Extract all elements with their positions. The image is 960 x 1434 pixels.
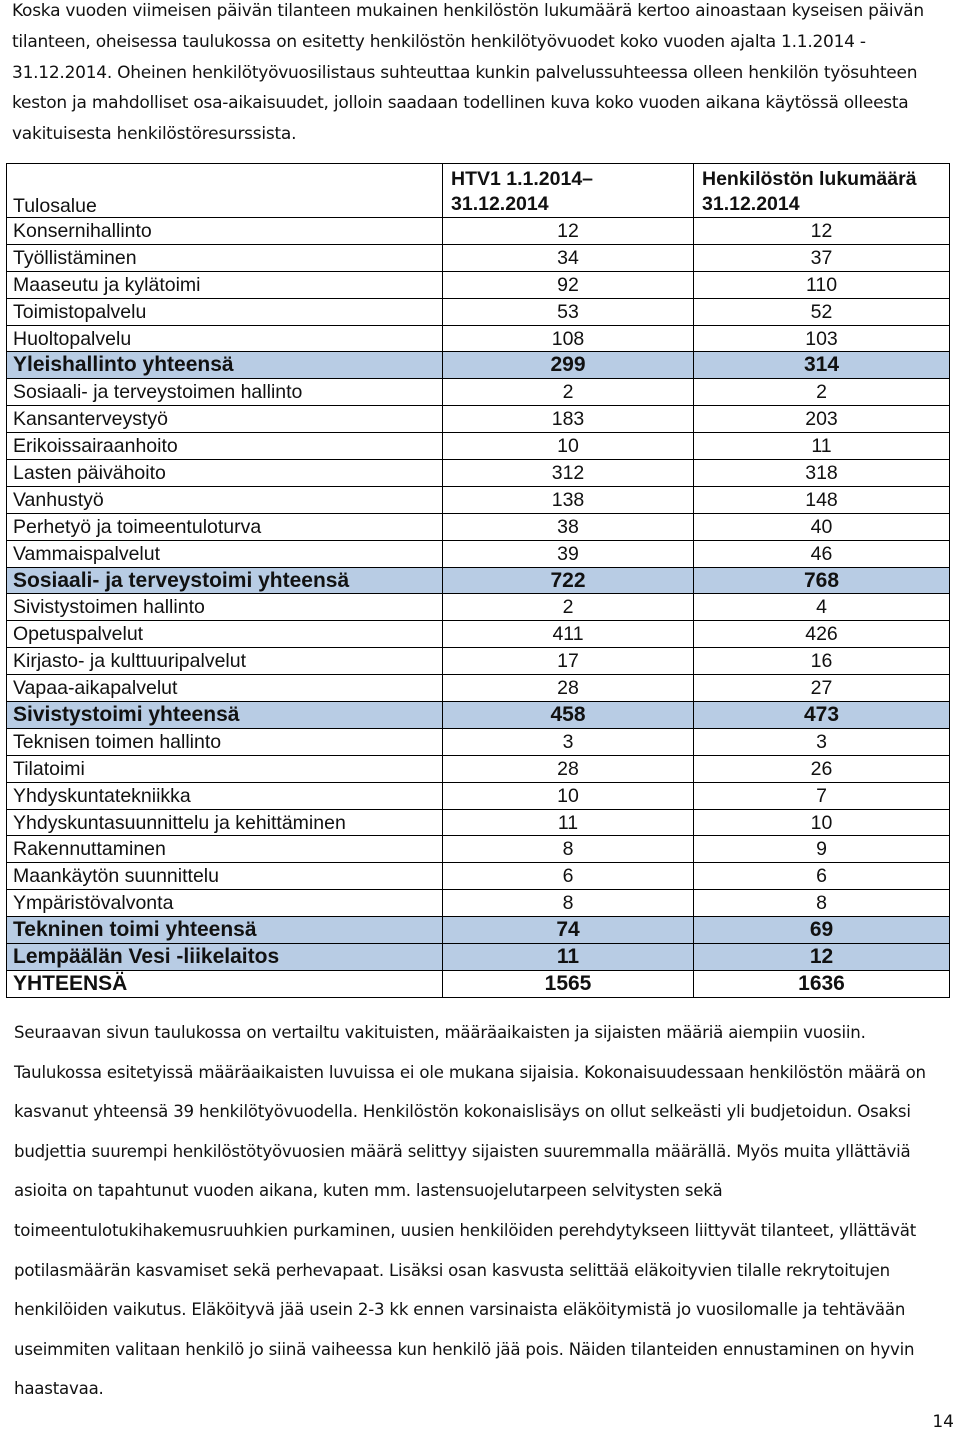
- subtotal-row: [7, 917, 950, 944]
- row-htv-value: 17: [443, 648, 694, 675]
- row-htv-value: 11: [443, 944, 694, 971]
- row-htv-value: 11: [443, 809, 694, 836]
- row-htv-value: 108: [443, 325, 694, 352]
- row-label: Vammaispalvelut: [7, 540, 443, 567]
- row-label: Lasten päivähoito: [7, 460, 443, 487]
- row-htv-value: 28: [443, 675, 694, 702]
- table-row: [7, 244, 950, 271]
- row-count-value: 69: [694, 917, 950, 944]
- row-count-value: 12: [694, 218, 950, 245]
- table-row: [7, 755, 950, 782]
- table-row: [7, 460, 950, 487]
- row-htv-value: 3: [443, 728, 694, 755]
- row-count-value: 3: [694, 728, 950, 755]
- row-htv-value: 28: [443, 755, 694, 782]
- row-label: Kansanterveystyö: [7, 406, 443, 433]
- table-header-row: [7, 164, 950, 218]
- row-count-value: 7: [694, 782, 950, 809]
- row-label: Yhdyskuntatekniikka: [7, 782, 443, 809]
- row-count-value: 46: [694, 540, 950, 567]
- row-count-value: 2: [694, 379, 950, 406]
- row-htv-value: 74: [443, 917, 694, 944]
- row-label: Toimistopalvelu: [7, 298, 443, 325]
- row-count-value: 26: [694, 755, 950, 782]
- table-row: [7, 406, 950, 433]
- row-htv-value: 38: [443, 513, 694, 540]
- header-htv: [443, 164, 694, 218]
- table-row: [7, 594, 950, 621]
- table-row: [7, 298, 950, 325]
- row-count-value: 12: [694, 944, 950, 971]
- row-htv-value: 183: [443, 406, 694, 433]
- row-htv-value: 722: [443, 567, 694, 594]
- table-row: [7, 836, 950, 863]
- personnel-table: [6, 163, 950, 998]
- row-label: Konsernihallinto: [7, 218, 443, 245]
- table-row: [7, 728, 950, 755]
- header-area: Tulosalue: [7, 164, 443, 218]
- row-htv-value: 8: [443, 836, 694, 863]
- row-label: Rakennuttaminen: [7, 836, 443, 863]
- header-htv-line2: 31.12.2014: [451, 193, 549, 215]
- row-count-value: 314: [694, 352, 950, 379]
- row-count-value: 16: [694, 648, 950, 675]
- row-htv-value: 8: [443, 890, 694, 917]
- row-count-value: 8: [694, 890, 950, 917]
- row-label: Teknisen toimen hallinto: [7, 728, 443, 755]
- row-htv-value: 2: [443, 594, 694, 621]
- page-number: 14: [932, 1412, 954, 1432]
- subtotal-row: [7, 944, 950, 971]
- row-count-value: 426: [694, 621, 950, 648]
- header-htv-line1: HTV1 1.1.2014–: [451, 168, 594, 190]
- row-label: Lempäälän Vesi -liikelaitos: [7, 944, 443, 971]
- table-row: [7, 540, 950, 567]
- table-row: [7, 325, 950, 352]
- row-htv-value: 6: [443, 863, 694, 890]
- row-count-value: 37: [694, 244, 950, 271]
- row-count-value: 318: [694, 460, 950, 487]
- table-row: [7, 379, 950, 406]
- subtotal-row: [7, 567, 950, 594]
- row-label: Sivistystoimi yhteensä: [7, 702, 443, 729]
- row-htv-value: 34: [443, 244, 694, 271]
- row-label: Maankäytön suunnittelu: [7, 863, 443, 890]
- row-htv-value: 299: [443, 352, 694, 379]
- row-htv-value: 53: [443, 298, 694, 325]
- row-label: Maaseutu ja kylätoimi: [7, 271, 443, 298]
- row-count-value: 1636: [694, 970, 950, 997]
- row-label: Tekninen toimi yhteensä: [7, 917, 443, 944]
- table-row: [7, 433, 950, 460]
- table-row: [7, 271, 950, 298]
- grand-total-row: [7, 970, 950, 997]
- subtotal-row: [7, 702, 950, 729]
- table-row: [7, 486, 950, 513]
- row-count-value: 10: [694, 809, 950, 836]
- row-label: Sosiaali- ja terveystoimi yhteensä: [7, 567, 443, 594]
- header-count-line2: 31.12.2014: [702, 193, 800, 215]
- header-count-line1: Henkilöstön lukumäärä: [702, 168, 917, 190]
- row-label: Sivistystoimen hallinto: [7, 594, 443, 621]
- row-count-value: 4: [694, 594, 950, 621]
- row-label: Työllistäminen: [7, 244, 443, 271]
- row-count-value: 473: [694, 702, 950, 729]
- row-label: Erikoissairaanhoito: [7, 433, 443, 460]
- table-row: [7, 890, 950, 917]
- row-label: Sosiaali- ja terveystoimen hallinto: [7, 379, 443, 406]
- row-htv-value: 10: [443, 433, 694, 460]
- row-count-value: 52: [694, 298, 950, 325]
- row-htv-value: 39: [443, 540, 694, 567]
- table-row: [7, 863, 950, 890]
- row-label: Opetuspalvelut: [7, 621, 443, 648]
- row-count-value: 203: [694, 406, 950, 433]
- row-count-value: 40: [694, 513, 950, 540]
- row-count-value: 6: [694, 863, 950, 890]
- row-count-value: 9: [694, 836, 950, 863]
- row-count-value: 103: [694, 325, 950, 352]
- row-count-value: 768: [694, 567, 950, 594]
- row-count-value: 148: [694, 486, 950, 513]
- row-htv-value: 138: [443, 486, 694, 513]
- subtotal-row: [7, 352, 950, 379]
- row-label: Vapaa-aikapalvelut: [7, 675, 443, 702]
- row-htv-value: 92: [443, 271, 694, 298]
- row-htv-value: 1565: [443, 970, 694, 997]
- table-row: [7, 513, 950, 540]
- table-row: [7, 648, 950, 675]
- row-htv-value: 411: [443, 621, 694, 648]
- row-label: YHTEENSÄ: [7, 970, 443, 997]
- outro-paragraph: Seuraavan sivun taulukossa on vertailtu vakituisten, määräaikaisten ja sijaisten määriä aiempiin vuosiin. Taulukossa esitetyissä määräaikaisten luvuissa ei ole mukana sijaisia. Kokonaisuudessaan henkilöstön määrä on kasvanut yhteensä 39 henkilötyövuodella. Henkilöstön kokonaislisäys on ollut selkeästi yli budjetoidun. Osaksi budjettia suurempi henkilöstötyövuosien määrä selittyy sijaisten suuremmalla määrällä. Myös muita yllättäviä asioita on tapahtunut vuoden aikana, kuten mm. lastensuojelutarpeen selvitysten sekä toimeentulotukihakemusruuhkien purkaminen, uusien henkilöiden perehdytykseen liittyvät tilanteet, yllättävät potilasmäärän kasvamiset sekä perhevapaat. Lisäksi osan kasvusta selittää eläkoityvien tilalle rekrytoitujen henkilöiden vaikutus. Eläköityvä jää usein 2-3 kk ennen varsinaista eläköitymistä jo vuosilomalle ja tehtävään useimmiten valitaan henkilö jo siinä vaiheessa kun henkilö jää pois. Näiden tilanteiden ennustaminen on hyvin haastavaa.: [14, 1023, 926, 1399]
- header-count: [694, 164, 950, 218]
- table-body: [7, 218, 950, 998]
- table-row: [7, 675, 950, 702]
- row-htv-value: 10: [443, 782, 694, 809]
- table-row: [7, 218, 950, 245]
- table-row: [7, 782, 950, 809]
- row-htv-value: 12: [443, 218, 694, 245]
- row-count-value: 110: [694, 271, 950, 298]
- table-row: [7, 621, 950, 648]
- row-label: Huoltopalvelu: [7, 325, 443, 352]
- row-label: Tilatoimi: [7, 755, 443, 782]
- row-count-value: 11: [694, 433, 950, 460]
- row-label: Vanhustyö: [7, 486, 443, 513]
- row-label: Yhdyskuntasuunnittelu ja kehittäminen: [7, 809, 443, 836]
- row-label: Yleishallinto yhteensä: [7, 352, 443, 379]
- row-htv-value: 2: [443, 379, 694, 406]
- row-label: Perhetyö ja toimeentuloturva: [7, 513, 443, 540]
- table-row: [7, 809, 950, 836]
- intro-paragraph: Koska vuoden viimeisen päivän tilanteen mukainen henkilöstön lukumäärä kertoo ainoastaan kyseisen päivän tilanteen, oheisessa taulukossa on esitetty henkilöstön henkilötyövuodet koko vuoden ajalta 1.1.2014 - 31.12.2014. Oheinen henkilötyövuosilistaus suhteuttaa kunkin palvelussuhteessa olleen henkilön työsuhteen keston ja mahdolliset osa-aikaisuudet, jolloin saadaan todellinen kuva koko vuoden aikana käytössä olleesta vakituisesta henkilöstöresurssista.: [12, 1, 924, 145]
- row-htv-value: 312: [443, 460, 694, 487]
- row-label: Kirjasto- ja kulttuuripalvelut: [7, 648, 443, 675]
- row-label: Ympäristövalvonta: [7, 890, 443, 917]
- row-count-value: 27: [694, 675, 950, 702]
- row-htv-value: 458: [443, 702, 694, 729]
